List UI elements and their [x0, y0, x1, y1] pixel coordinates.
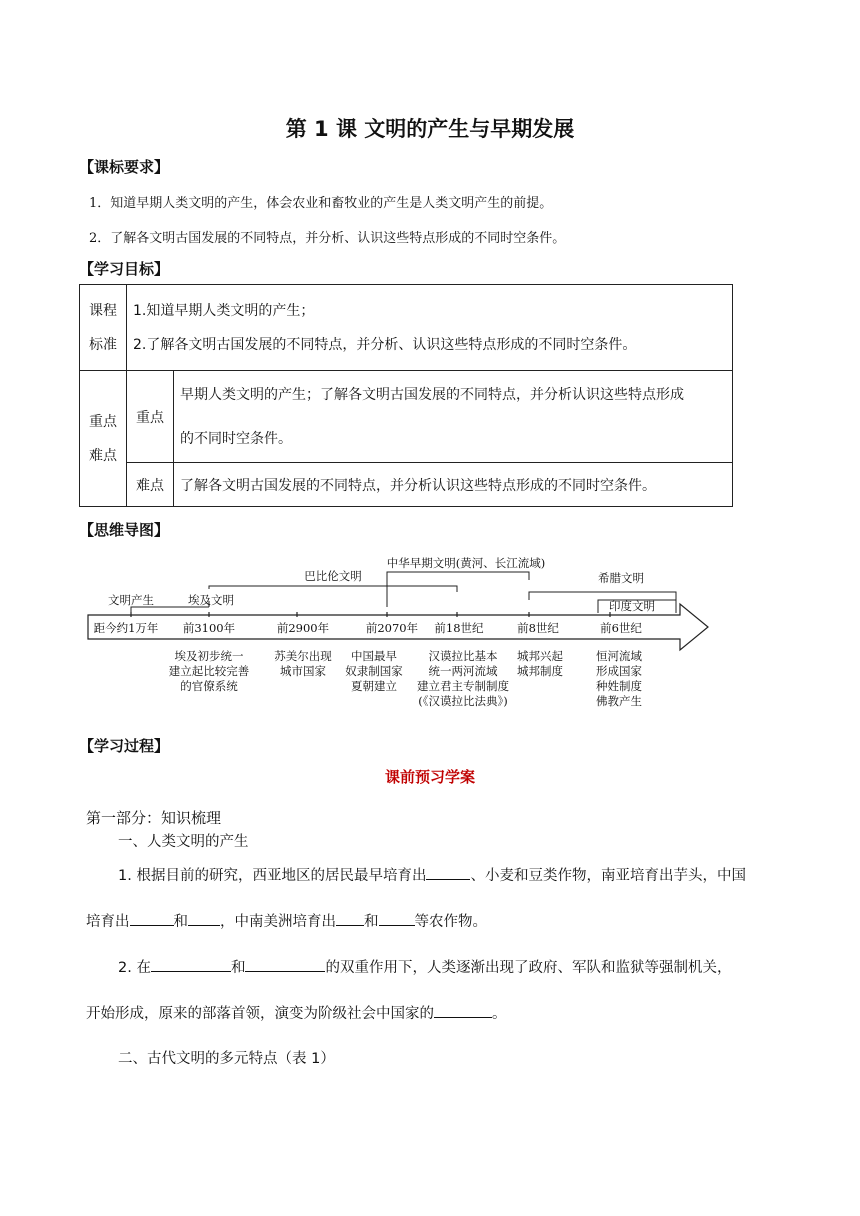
section-process: 【学习过程】	[79, 737, 170, 755]
event-hammurabi-4: (《汉谟拉比法典》)	[418, 694, 508, 708]
event-greece-1: 城邦兴起	[517, 649, 563, 663]
section-mindmap: 【思维导图】	[79, 521, 170, 539]
blank-5[interactable]	[379, 911, 415, 926]
event-egypt-3: 的官僚系统	[180, 679, 238, 693]
sub2-heading: 二、古代文明的多元特点（表 1）	[118, 1051, 335, 1067]
tick-6c: 前6世纪	[600, 621, 642, 635]
civilization-timeline	[0, 540, 860, 720]
event-india-3: 种姓制度	[596, 679, 642, 693]
label-babylon: 巴比伦文明	[304, 569, 362, 583]
tick-2070: 前2070年	[365, 621, 419, 635]
event-hammurabi-2: 统一两河流域	[428, 664, 498, 678]
event-greece-2: 城邦制度	[517, 664, 563, 678]
course-standard-content: 1.知道早期人类文明的产生； 2.了解各文明古国发展的不同特点，并分析、认识这些特点形成的不同时空条件。	[127, 285, 733, 371]
sub1-heading: 一、人类文明的产生	[118, 834, 249, 850]
event-sumer-2: 城市国家	[280, 664, 326, 678]
standard-item-1: 1．知道早期人类文明的产生，体会农业和畜牧业的产生是人类文明产生的前提。	[89, 196, 553, 211]
preview-title: 课前预习学案	[384, 768, 475, 786]
babylon-bracket	[209, 586, 457, 592]
blank-8[interactable]	[434, 1003, 492, 1018]
origin-bracket	[131, 607, 209, 612]
tick-2900: 前2900年	[276, 621, 330, 635]
standard-item-2: 2．了解各文明古国发展的不同特点，并分析、认识这些特点形成的不同时空条件。	[89, 231, 566, 246]
tick-3100: 前3100年	[182, 621, 236, 635]
event-india-4: 佛教产生	[596, 694, 642, 708]
blank-7[interactable]	[245, 957, 325, 972]
blank-2[interactable]	[130, 911, 174, 926]
event-egypt-2: 建立起比较完善	[168, 664, 250, 678]
blank-1[interactable]	[426, 865, 470, 880]
question-2-line-1: 2. 在 和 的双重作用下，人类逐渐出现了政府、军队和监狱等强制机关，	[118, 956, 731, 977]
blank-4[interactable]	[336, 911, 364, 926]
china-bracket	[387, 572, 529, 607]
event-hammurabi-3: 建立君主专制制度	[417, 679, 509, 693]
key-point-label: 重点	[127, 371, 174, 463]
event-china-3: 夏朝建立	[351, 679, 397, 693]
label-egypt: 埃及文明	[188, 593, 234, 607]
label-india: 印度文明	[609, 599, 655, 613]
event-china-2: 奴隶制国家	[345, 664, 403, 678]
section-standards: 【课标要求】	[79, 158, 170, 176]
event-india-2: 形成国家	[596, 664, 642, 678]
question-2-line-2: 开始形成，原来的部落首领，演变为阶级社会中国家的 。	[86, 1002, 507, 1023]
question-1-line-2: 培育出 和 ，中南美洲培育出 和 等农作物。	[86, 910, 487, 931]
tick-10000: 距今约1万年	[93, 621, 159, 635]
question-1-line-1: 1. 根据目前的研究，西亚地区的居民最早培育出 、小麦和豆类作物，南亚培育出芋头，中国	[118, 864, 746, 885]
key-hard-head: 重点 难点	[80, 371, 127, 507]
key-point-content: 早期人类文明的产生；了解各文明古国发展的不同特点，并分析认识这些特点形成 的不同时空条件。	[174, 371, 733, 463]
event-china-1: 中国最早	[351, 649, 397, 663]
course-standard-head: 课程 标准	[80, 285, 127, 371]
event-india-1: 恒河流域	[596, 649, 642, 663]
part1-heading: 第一部分：知识梳理	[86, 809, 222, 827]
goals-table	[79, 284, 733, 507]
label-origin: 文明产生	[108, 593, 154, 607]
hard-point-label: 难点	[127, 463, 174, 507]
tick-8c: 前8世纪	[517, 621, 559, 635]
hard-point-content: 了解各文明古国发展的不同特点，并分析认识这些特点形成的不同时空条件。	[174, 463, 733, 507]
event-hammurabi-1: 汉谟拉比基本	[428, 649, 498, 663]
blank-3[interactable]	[188, 911, 220, 926]
section-goals: 【学习目标】	[79, 260, 170, 278]
page-title: 第 1 课 文明的产生与早期发展	[285, 117, 575, 141]
label-greece: 希腊文明	[598, 571, 644, 585]
blank-6[interactable]	[151, 957, 231, 972]
tick-18c: 前18世纪	[434, 621, 484, 635]
event-egypt-1: 埃及初步统一	[174, 649, 244, 663]
event-sumer-1: 苏美尔出现	[274, 649, 332, 663]
label-china: 中华早期文明(黄河、长江流域)	[386, 556, 546, 570]
